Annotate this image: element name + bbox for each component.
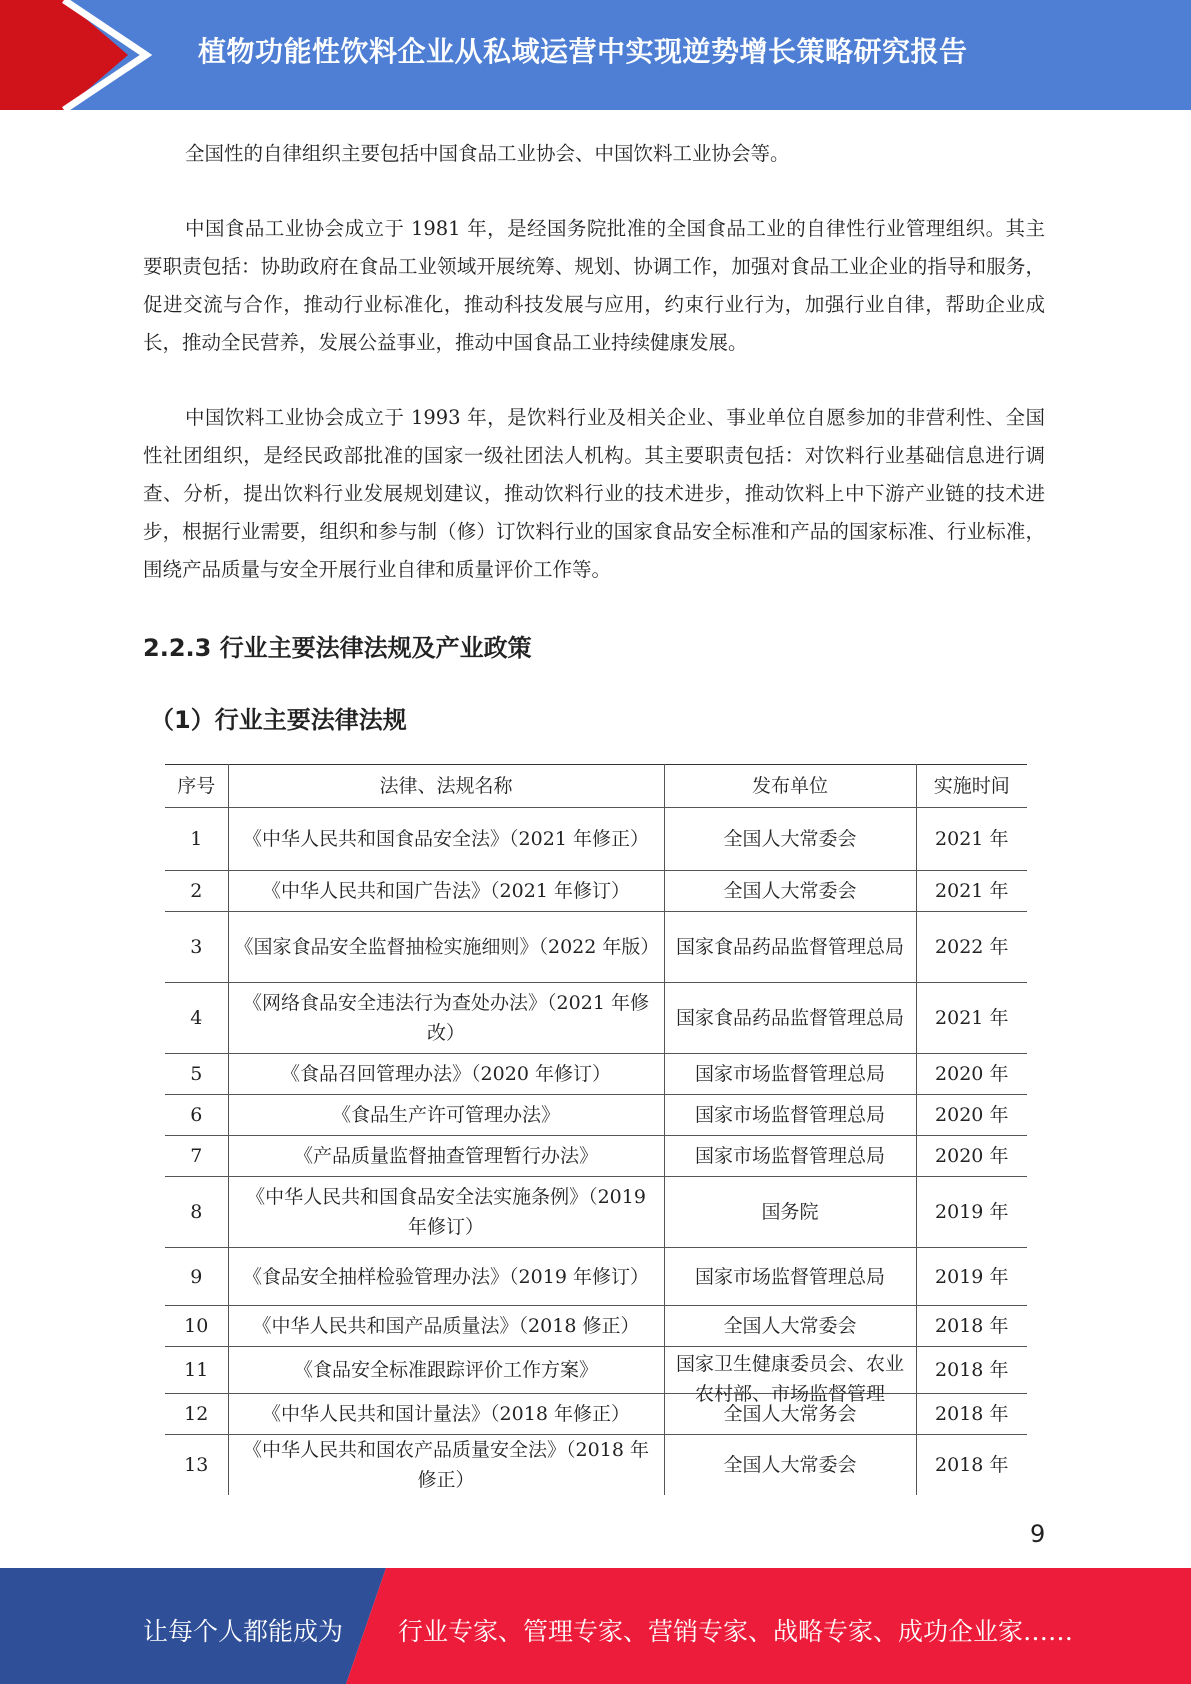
table-row bbox=[165, 1136, 1027, 1177]
cell-issuer: 全国人大常委会 bbox=[664, 1435, 916, 1496]
cell-index: 8 bbox=[165, 1177, 228, 1248]
page-number: 9 bbox=[1030, 1520, 1046, 1548]
cell-date: 2021 年 bbox=[916, 871, 1027, 912]
cell-issuer: 全国人大常务会 bbox=[664, 1394, 916, 1435]
cell-date: 2018 年 bbox=[916, 1306, 1027, 1347]
section-heading: 2.2.3 行业主要法律法规及产业政策 bbox=[143, 634, 532, 662]
cell-issuer: 全国人大常委会 bbox=[664, 808, 916, 871]
cell-law-name: 《食品生产许可管理办法》 bbox=[228, 1095, 664, 1136]
subsection-heading: （1）行业主要法律法规 bbox=[150, 706, 407, 734]
cell-date: 2018 年 bbox=[916, 1435, 1027, 1496]
cell-index: 12 bbox=[165, 1394, 228, 1435]
cell-law-name: 《中华人民共和国产品质量法》（2018 修正） bbox=[228, 1306, 664, 1347]
paragraph-beverage-association: 中国饮料工业协会成立于 1993 年，是饮料行业及相关企业、事业单位自愿参加的非营利性、全国性社团组织，是经民政部批准的国家一级社团法人机构。其主要职责包括：对饮料行业基础信息进行调查、分析，提出饮料行业发展规划建议，推动饮料行业的技术进步，推动饮料上中下游产业链的技术进步，根据行业需要，组织和参与制（修）订饮料行业的国家食品安全标准和产品的国家标准、行业标准，围绕产品质量与安全开展行业自律和质量评价工作等。 bbox=[143, 406, 1045, 581]
cell-index: 6 bbox=[165, 1095, 228, 1136]
table-header-row bbox=[165, 765, 1027, 808]
cell-date: 2021 年 bbox=[916, 983, 1027, 1054]
cell-issuer: 国务院 bbox=[664, 1177, 916, 1248]
cell-date: 2020 年 bbox=[916, 1095, 1027, 1136]
cell-law-name: 《食品安全抽样检验管理办法》（2019 年修订） bbox=[228, 1248, 664, 1306]
cell-date: 2018 年 bbox=[916, 1394, 1027, 1435]
table-row bbox=[165, 1306, 1027, 1347]
report-header bbox=[0, 0, 1191, 110]
cell-issuer: 国家市场监督管理总局 bbox=[664, 1054, 916, 1095]
cell-index: 7 bbox=[165, 1136, 228, 1177]
cell-issuer: 国家食品药品监督管理总局 bbox=[664, 912, 916, 983]
cell-index: 4 bbox=[165, 983, 228, 1054]
table-row bbox=[165, 1054, 1027, 1095]
table-row bbox=[165, 1095, 1027, 1136]
cell-index: 10 bbox=[165, 1306, 228, 1347]
table-row bbox=[165, 1347, 1027, 1394]
cell-issuer bbox=[664, 1347, 916, 1405]
table-row bbox=[165, 912, 1027, 983]
cell-issuer: 国家食品药品监督管理总局 bbox=[664, 983, 916, 1054]
cell-index: 2 bbox=[165, 871, 228, 912]
cell-date: 2019 年 bbox=[916, 1248, 1027, 1306]
table-row bbox=[165, 983, 1027, 1054]
report-footer bbox=[0, 1568, 1191, 1684]
cell-date: 2021 年 bbox=[916, 808, 1027, 871]
table-row bbox=[165, 1435, 1027, 1496]
table-row bbox=[165, 1248, 1027, 1306]
cell-law-name: 《中华人民共和国计量法》（2018 年修正） bbox=[228, 1394, 664, 1435]
cell-date: 2018 年 bbox=[916, 1347, 1027, 1394]
cell-issuer: 国家市场监督管理总局 bbox=[664, 1136, 916, 1177]
cell-issuer: 国家市场监督管理总局 bbox=[664, 1248, 916, 1306]
header-cell-index: 序号 bbox=[165, 765, 228, 808]
cell-date: 2022 年 bbox=[916, 912, 1027, 983]
cell-law-name: 《国家食品安全监督抽检实施细则》（2022 年版） bbox=[228, 912, 664, 983]
header-cell-date: 实施时间 bbox=[916, 765, 1027, 808]
cell-law-name: 《中华人民共和国农产品质量安全法》（2018 年修正） bbox=[228, 1435, 664, 1496]
cell-law-name: 《食品召回管理办法》（2020 年修订） bbox=[228, 1054, 664, 1095]
cell-law-name: 《中华人民共和国广告法》（2021 年修订） bbox=[228, 871, 664, 912]
paragraph-food-association: 中国食品工业协会成立于 1981 年，是经国务院批准的全国食品工业的自律性行业管理组织。其主要职责包括：协助政府在食品工业领域开展统筹、规划、协调工作，加强对食品工业企业的指导和服务，促进交流与合作，推动行业标准化，推动科技发展与应用，约束行业行为，加强行业自律，帮助企业成长，推动全民营养，发展公益事业，推动中国食品工业持续健康发展。 bbox=[143, 217, 1045, 354]
paragraph-intro: 全国性的自律组织主要包括中国食品工业协会、中国饮料工业协会等。 bbox=[185, 142, 790, 165]
cell-index: 9 bbox=[165, 1248, 228, 1306]
laws-table bbox=[165, 764, 1027, 1495]
footer-slogan-left: 让每个人都能成为 bbox=[143, 1617, 344, 1646]
cell-date: 2020 年 bbox=[916, 1136, 1027, 1177]
header-cell-name: 法律、法规名称 bbox=[228, 765, 664, 808]
table-row bbox=[165, 871, 1027, 912]
cell-date: 2019 年 bbox=[916, 1177, 1027, 1248]
table-row bbox=[165, 1177, 1027, 1248]
cell-law-name: 《网络食品安全违法行为查处办法》（2021 年修改） bbox=[228, 983, 664, 1054]
cell-date: 2020 年 bbox=[916, 1054, 1027, 1095]
cell-law-name: 《中华人民共和国食品安全法》（2021 年修正） bbox=[228, 808, 664, 871]
cell-issuer-text: 国家卫生健康委员会、农业农村部、市场监督管理 bbox=[675, 1353, 904, 1405]
footer-slogan-right: 行业专家、管理专家、营销专家、战略专家、成功企业家…… bbox=[398, 1617, 1074, 1646]
cell-index: 5 bbox=[165, 1054, 228, 1095]
cell-index: 11 bbox=[165, 1347, 228, 1394]
cell-issuer: 全国人大常委会 bbox=[664, 871, 916, 912]
cell-law-name: 《食品安全标准跟踪评价工作方案》 bbox=[228, 1347, 664, 1394]
cell-index: 1 bbox=[165, 808, 228, 871]
cell-issuer: 全国人大常委会 bbox=[664, 1306, 916, 1347]
table-row bbox=[165, 808, 1027, 871]
cell-index: 13 bbox=[165, 1435, 228, 1496]
report-title: 植物功能性饮料企业从私域运营中实现逆势增长策略研究报告 bbox=[198, 35, 968, 68]
cell-index: 3 bbox=[165, 912, 228, 983]
header-cell-issuer: 发布单位 bbox=[664, 765, 916, 808]
cell-issuer: 国家市场监督管理总局 bbox=[664, 1095, 916, 1136]
cell-law-name: 《产品质量监督抽查管理暂行办法》 bbox=[228, 1136, 664, 1177]
table-row bbox=[165, 1394, 1027, 1435]
cell-law-name: 《中华人民共和国食品安全法实施条例》（2019 年修订） bbox=[228, 1177, 664, 1248]
